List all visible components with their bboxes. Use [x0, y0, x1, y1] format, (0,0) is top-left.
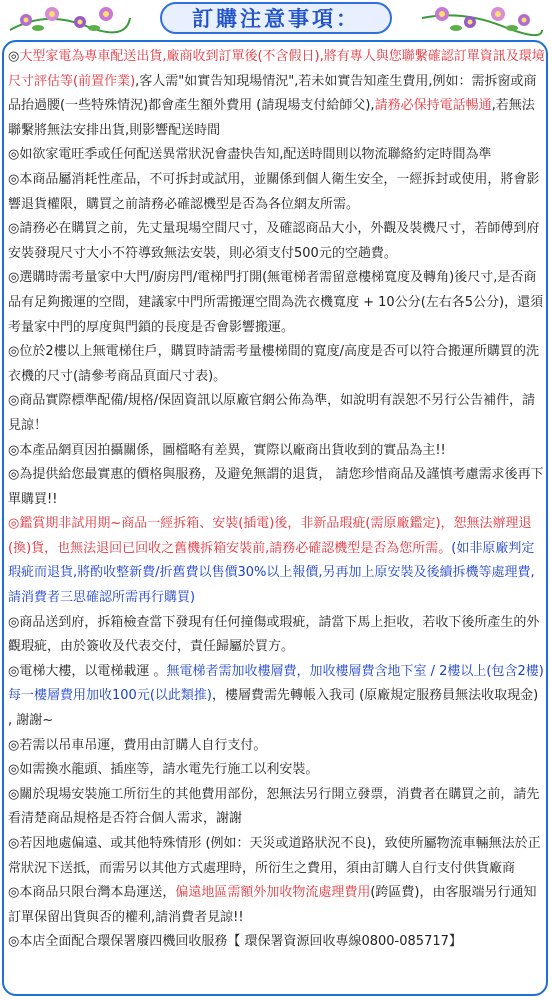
- notice-item: [8, 660, 546, 734]
- notice-text: ◎本商品只限台灣本島運送，: [8, 885, 176, 901]
- notice-item: [8, 930, 546, 955]
- notice-text: ◎關於現場安裝施工所衍生的其他費用部份，恕無法另行開立發票，消費者在購買之前，請先看清楚商品規格是否符合個人需求，謝謝: [8, 786, 540, 827]
- flower-decoration-icon: [6, 0, 134, 36]
- header: [0, 0, 552, 40]
- notice-item: [8, 881, 546, 930]
- notice-text: ◎: [8, 49, 20, 64]
- notice-item: [8, 758, 546, 783]
- notice-text: ◎商品實際標準配備/規格/保固資訊以原廠官網公佈為準，如說明有誤恕不另行公告補件，請見諒！: [8, 393, 536, 433]
- notice-item: [8, 266, 546, 340]
- notice-item: [8, 832, 546, 881]
- notice-text: ◎位於2樓以上無電梯住戶，購買時請需考量樓梯間的寬度/高度是否可以符合搬運所購買的洗衣機的尺寸(請參考商品頁面尺寸表)。: [8, 344, 539, 384]
- notice-text: ◎若因地處偏遠、或其他特殊情形 (例如：天災或道路狀況不良)，致使所屬物流車輛無法於正常狀況下送抵，而需另以其他方式處理時，所衍生之費用，須由訂購人自行支付供貨廠商: [8, 836, 541, 876]
- notice-text: ◎本產品網頁因拍攝關係，圖檔略有差異，實際以廠商出貨收到的實品為主!!: [8, 442, 446, 458]
- notice-item: [8, 783, 546, 832]
- notice-text: ◎選購時需考量家中大門/廚房門/電梯門打開(無電梯者需留意樓梯寬度及轉角)後尺寸,是否商品有足夠搬運的空間，建議家中門所需搬運空間為洗衣機寬度 + 10公分(左右各5公分)，還須考量家中門的厚度與門鎖的長度是否會影響搬運。: [8, 270, 544, 335]
- notice-text: ◎電梯大樓，以電梯載運 。: [8, 663, 167, 679]
- notice-text: 請務必保持電話暢通: [374, 98, 492, 114]
- notice-text: ◎如欲家電旺季或任何配送異常狀況會盡快告知,配送時間則以物流聯絡約定時間為準: [8, 147, 492, 163]
- notice-text: ◎本店全面配合環保署廢四機回收服務【 環保署資源回收專線0800-085717】: [8, 934, 462, 950]
- notice-text: 無電梯者需加收樓層費，加收樓層費含地下室 / 2樓以上(包含2樓)每一樓層費用加收100元(以此類推): [8, 663, 544, 704]
- notice-item: [8, 389, 546, 438]
- notice-text: ◎若需以吊車吊運，費用由訂購人自行支付。: [8, 737, 267, 753]
- flower-decoration-icon: [418, 0, 546, 36]
- notice-list: [8, 45, 546, 955]
- notice-text: (如非原廠判定瑕疵而退貨,將酌收整新費/折舊費以售價30%以上報價,另再加上原安裝及後續拆機等處理費,請消費者三思確認所需再行購買): [8, 540, 535, 606]
- title-badge: [160, 2, 392, 34]
- notice-text: ,客人需"如實告知現場情況",若未如實告知產生費用,例如：需拆窗或商品抬過腰(一些特殊情況)都會產生額外費用 (請現場支付給師父),: [8, 73, 537, 114]
- notice-text: ,若無法聯繫將無法安排出貨,則影響配送時間: [8, 98, 535, 138]
- notice-item: [8, 168, 546, 217]
- notice-item: [8, 512, 546, 610]
- notice-text: ◎鑑賞期非試用期~商品一經拆箱、安裝(插電)後，非新品瑕疵(需原廠鑑定)，恕無法辦理退(換)貨，也無法退回已回收之舊機拆箱安裝前,請務必確認機型是否為您所需。: [8, 516, 532, 556]
- notice-item: [8, 611, 546, 660]
- notice-item: [8, 439, 546, 464]
- notice-text: ，樓層費需先轉帳入我司 (原廠規定服務員無法收取現金) , 謝謝~: [8, 688, 539, 729]
- notice-text: ◎商品送到府，拆箱檢查當下發現有任何撞傷或瑕疵，請當下馬上拒收，若收下後所產生的外觀瑕疵，由於簽收及代表交付，責任歸屬於買方。: [8, 614, 540, 655]
- notice-text: 偏遠地區需額外加收物流處理費用: [175, 885, 371, 901]
- notice-item: [8, 217, 546, 266]
- notice-item: [8, 143, 546, 168]
- notice-text: ◎為提供給您最實惠的價格與服務，及避免無謂的退貨， 請您珍惜商品及謹慎考慮需求後再下單購買!!: [8, 467, 544, 507]
- notice-text: ◎如需換水龍頭、插座等，請水電先行施工以利安裝。: [8, 762, 319, 778]
- notice-text: (跨區費)，由客服端另行通知訂單保留出貨與否的權利,請消費者見諒!!: [8, 885, 537, 925]
- notice-text: ◎請務必在購買之前，先丈量現場空間尺寸，及確認商品大小，外觀及裝機尺寸，若師傅到府安裝發現尺寸大小不符導致無法安裝，則必須支付500元的空趟費。: [8, 221, 540, 261]
- notice-text: ◎本商品屬消耗性產品，不可拆封或試用，並關係到個人衛生安全，一經拆封或使用，將會影響退貨權限，購買之前請務必確認機型是否為各位網友所需。: [8, 171, 540, 212]
- notice-item: [8, 45, 546, 143]
- notice-text: 大型家電為專車配送出貨,廠商收到訂單後(不含假日),將有專人與您聯繫確認訂單資訊及環境尺寸評估等(前置作業): [8, 49, 545, 89]
- notice-item: [8, 734, 546, 759]
- notice-item: [8, 463, 546, 512]
- page-title: 訂購注意事項：: [192, 7, 360, 31]
- notice-item: [8, 340, 546, 389]
